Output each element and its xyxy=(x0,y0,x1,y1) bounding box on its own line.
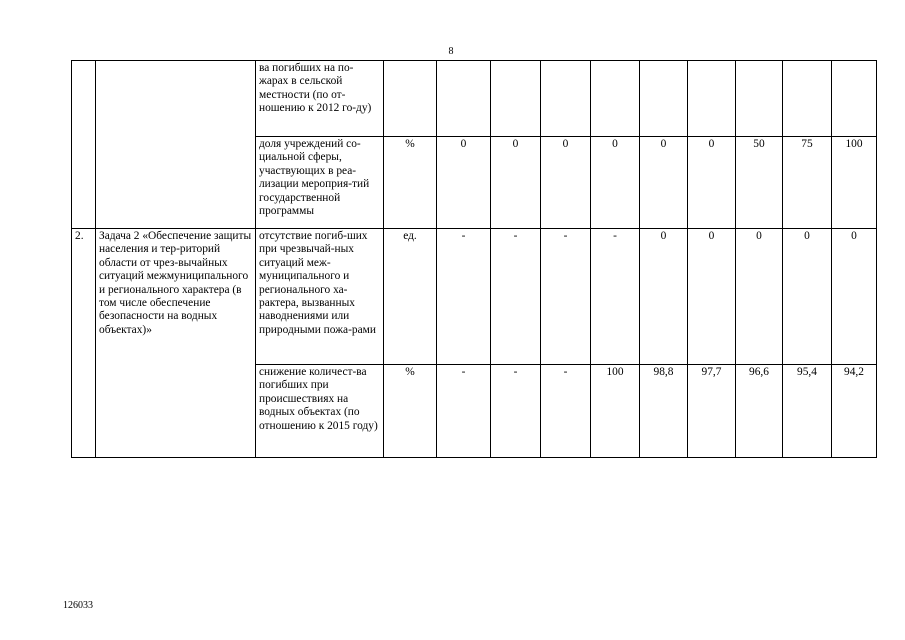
unit-cell xyxy=(384,61,437,137)
value-cell xyxy=(591,61,640,137)
value-cell: - xyxy=(541,229,591,365)
value-cell xyxy=(640,61,688,137)
value-cell xyxy=(541,61,591,137)
value-cell xyxy=(736,61,783,137)
value-cell xyxy=(437,61,491,137)
value-cell xyxy=(491,61,541,137)
indicators-table xyxy=(71,60,877,458)
value-cell: - xyxy=(437,365,491,458)
value-cell: - xyxy=(491,365,541,458)
value-cell: 0 xyxy=(736,229,783,365)
value-cell: 98,8 xyxy=(640,365,688,458)
task-cell: Задача 2 «Обеспечение защиты населения и тер-риторий области от чрез-вычайных ситуаций межмуниципального и регионального характера (в том числе обеспечение безопасности на водных объектах)» xyxy=(96,229,256,458)
value-cell: 75 xyxy=(783,137,832,229)
row-number-cell: 2. xyxy=(72,229,96,458)
value-cell: 50 xyxy=(736,137,783,229)
indicator-cell: доля учреждений со-циальной сферы, участвующих в реа-лизации мероприя-тий государственной программы xyxy=(256,137,384,229)
value-cell: - xyxy=(591,229,640,365)
value-cell: 0 xyxy=(591,137,640,229)
value-cell: 96,6 xyxy=(736,365,783,458)
value-cell xyxy=(783,61,832,137)
value-cell: 0 xyxy=(640,137,688,229)
value-cell: 0 xyxy=(491,137,541,229)
indicator-cell: ва погибших на по-жарах в сельской местности (по от-ношению к 2012 го-ду) xyxy=(256,61,384,137)
value-cell xyxy=(688,61,736,137)
value-cell: 97,7 xyxy=(688,365,736,458)
value-cell: - xyxy=(437,229,491,365)
task-cell xyxy=(96,61,256,229)
indicator-cell: отсутствие погиб-ших при чрезвычай-ных ситуаций меж-муниципального и регионального ха-рактера, вызванных наводнениями или природными пожа-рами xyxy=(256,229,384,365)
indicator-cell: снижение количест-ва погибших при происшествиях на водных объектах (по отношению к 2015 году) xyxy=(256,365,384,458)
page-number: 8 xyxy=(448,46,454,57)
table-row xyxy=(72,61,877,137)
unit-cell: % xyxy=(384,137,437,229)
value-cell: - xyxy=(541,365,591,458)
value-cell: - xyxy=(491,229,541,365)
value-cell: 94,2 xyxy=(832,365,877,458)
value-cell: 0 xyxy=(688,229,736,365)
document-id: 126033 xyxy=(63,600,93,611)
row-number-cell xyxy=(72,61,96,229)
value-cell: 0 xyxy=(832,229,877,365)
table-row xyxy=(72,229,877,365)
value-cell: 0 xyxy=(688,137,736,229)
value-cell: 0 xyxy=(541,137,591,229)
value-cell: 100 xyxy=(832,137,877,229)
value-cell xyxy=(832,61,877,137)
value-cell: 100 xyxy=(591,365,640,458)
unit-cell: % xyxy=(384,365,437,458)
value-cell: 0 xyxy=(783,229,832,365)
unit-cell: ед. xyxy=(384,229,437,365)
value-cell: 0 xyxy=(437,137,491,229)
value-cell: 95,4 xyxy=(783,365,832,458)
value-cell: 0 xyxy=(640,229,688,365)
